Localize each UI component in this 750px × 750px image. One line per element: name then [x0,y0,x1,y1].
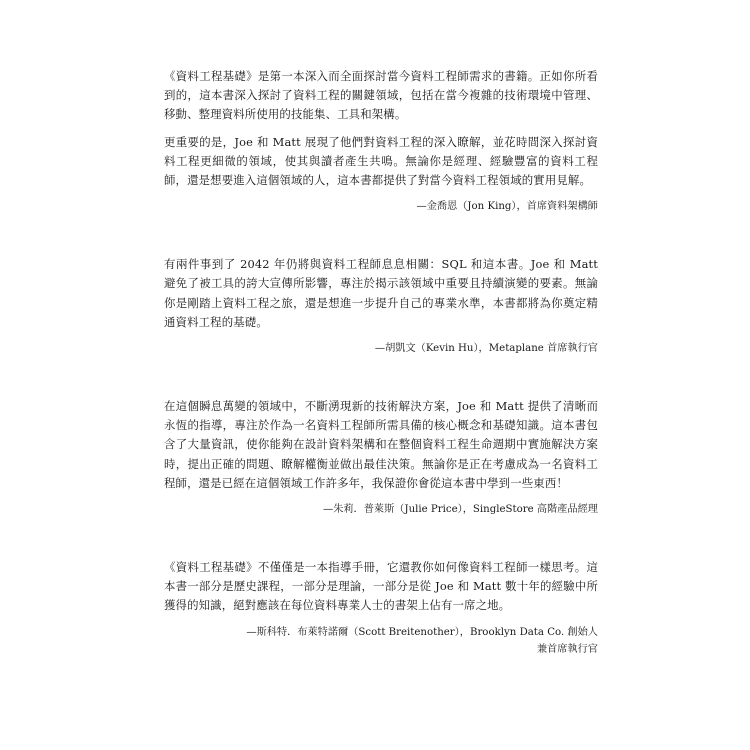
endorsement-attribution [164,624,598,658]
endorsements-page [164,67,598,658]
endorsement-kevin-hu [164,255,598,357]
endorsement-julie-price [164,397,598,518]
endorsement-paragraph: 更重要的是，Joe 和 Matt 展現了他們對資料工程的深入瞭解，並花時間深入探討資料工程更細微的領域，使其與讀者產生共鳴。無論你是經理、經驗豐富的資料工程師，還是想要進入這個領域的人，這本書都提供了對當今資料工程領域的實用見解。 [164,134,598,188]
attribution-line: —胡凱文（Kevin Hu），Metaplane 首席執行官 [374,343,598,355]
endorsement-scott-breitenother [164,558,598,658]
attribution-line: —斯科特．布萊特諾爾（Scott Breitenother），Brooklyn Data Co. 創始人 [246,626,598,638]
attribution-line: 兼首席執行官 [536,643,598,655]
endorsement-paragraph: 有兩件事到了 2042 年仍將與資料工程師息息相關：SQL 和這本書。Joe 和 Matt 避免了被工具的誇大宣傳所影響，專注於揭示該領域中重要且持續演變的要素。無論你是剛踏上資料工程之旅，還是想進一步提升自己的專業水準，本書都將為你奠定精通資料工程的基礎。 [164,257,598,329]
endorsement-attribution [164,198,598,215]
attribution-line: —金喬恩（Jon King），首席資料架構師 [416,201,598,213]
endorsement-jon-king [164,67,598,215]
endorsement-paragraph: 在這個瞬息萬變的領域中，不斷湧現新的技術解決方案，Joe 和 Matt 提供了清晰而永恆的指導，專注於作為一名資料工程師所需具備的核心概念和基礎知識。這本書包含了大量資訊，使你能夠在設計資料架構和在整個資料工程生命週期中實施解決方案時，提出正確的問題、瞭解權衡並做出最佳決策。無論你是正在考慮成為一名資料工程師，還是已經在這個領域工作許多年，我保證你會從這本書中學到一些東西！ [164,399,598,490]
endorsement-attribution [164,340,598,357]
endorsement-paragraph: 《資料工程基礎》不僅僅是一本指導手冊，它還教你如何像資料工程師一樣思考。這本書一部分是歷史課程，一部分是理論，一部分是從 Joe 和 Matt 數十年的經驗中所獲得的知識，絕對應該在每位資料專業人士的書架上佔有一席之地。 [164,560,598,613]
endorsement-paragraph: 《資料工程基礎》是第一本深入而全面探討當今資料工程師需求的書籍。正如你所看到的，這本書深入探討了資料工程的關鍵領域，包括在當今複雜的技術環境中管理、移動、整理資料所使用的技能集、工具和架構。 [164,69,598,122]
endorsement-attribution [164,501,598,518]
attribution-line: —朱莉．普萊斯（Julie Price），SingleStore 高階產品經理 [323,504,598,516]
